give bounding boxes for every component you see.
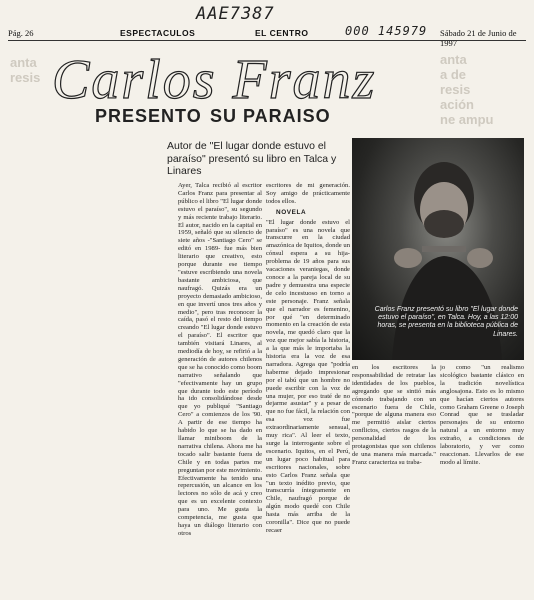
- author-photo: [352, 138, 524, 360]
- bleed-through-left: [10, 55, 48, 85]
- bleed-text: ación: [440, 97, 474, 112]
- section-heading: NOVELA: [276, 208, 307, 216]
- article-text: en los escritores la responsabilidad de retratar las identidades de los pueblos, agregando que se sintió más cómodo trabajando con un escenario fuera de Chile, "porque de alguna manera eso me permitió aislar ciertos conflictos, ciertos rasgos de la personalidad de los protagonistas que son chilenos de una manera más marcada." Franz caracteriza su traba-: [352, 364, 436, 466]
- headline-word-paraiso: SU PARAISO: [210, 106, 331, 126]
- bleed-text: resis: [10, 70, 41, 85]
- photo-caption: Carlos Franz presentó su libro "El lugar donde estuvo el paraíso", en Talca. Hoy, a las 12:00 horas, se presenta en la biblioteca pública de Linares.: [374, 306, 518, 338]
- headline-word-presento: PRESENTO: [95, 106, 202, 126]
- handwritten-catalog-code: AAE7387: [196, 4, 275, 24]
- bleed-text: ne ampu: [440, 112, 494, 127]
- issue-date: Sábado 21 de Junio de 1997: [440, 28, 517, 48]
- article-text: "El lugar donde estuvo el paraíso" es una novela que transcurre en la ciudad amazónica de Iquitos, donde un cónsul espera a su hija-problema de 19 años para sus vacaciones veraniegas, donde conoce a la pareja local de su padre y demuestra una especie de celo incestuoso en torno a este personaje. Franz señala que el narrador es femenino, por qué "en determinado momento en la creación de esta novela, me quedó claro que la voz que mejor sabía la historia, a la que más le importaba la historia era la voz de esa narradora. Agrega que "podría haberme dejado impresionar por el tabú que un hombre no puede escribir con la voz de una mujer, por eso traté de no dejarme asustar" y a pesar de que no fue fácil, la relación con esa voz fue extraordinariamente sensual, muy rica". Al leer el texto, surge la interrogante sobre el escenario. Iquitos, en el Perú, un lugar poco habitual para escritores nacionales, sobre esto Carlos Franz señala que "un texto inédito previo, que transcurría íntegramente en Chile, naufragó porque de algún modo quedé con Chile hasta más arriba de la coronilla". Dice que no puede recaer: [266, 218, 350, 534]
- header-rule: [8, 40, 526, 41]
- article-text: escritores de mi generación. Soy amigo de prácticamente todos ellos.: [266, 182, 350, 205]
- bleed-text: resis: [440, 82, 471, 97]
- section-name: ESPECTACULOS: [120, 28, 196, 38]
- article-text: jo como "un realismo sicológico bastante clásico en la tradición novelística anglosajona. Esto es lo mismo que hacían ciertos autores como Graham Greene o Joseph Conrad que se trasladar personajes de su entorno natural a un entorno muy extraño, a condiciones de laboratorio, y ver como reaccionan. Llevarlos de ese modo al límite.: [440, 364, 524, 466]
- bleed-text: anta: [10, 55, 37, 70]
- article-column-2: [266, 182, 350, 596]
- page-number: Pág. 26: [8, 28, 34, 38]
- bleed-text: a de: [440, 67, 467, 82]
- article-text: Ayer, Talca recibió al escritor Carlos Franz para presentar al público el libro "El lugar donde estuvo el paraíso", su segundo y más reciente trabajo literario. El autor, nacido en la capital en 1959, señaló que su silencio de siete años -"Santiago Cero" se editó en 1989- fue más bien literario que creativo, esto porque durante ese tiempo "estuve escribiendo una novela bastante ambiciosa, que naufragó. Quizás era un proyecto demasiado ambicioso, en que invertí unos tres años y medio", pero tras reconocer la caída, pasó el resto del tiempo creando "El lugar donde estuvo el paraíso". El escritor que también visitará Linares, al mediodía de hoy, se refirió a la generación de autores chilenos que se ha conocido como boom narrativo señalando que "efectivamente hay un grupo que durante todo este período ha ido consolidándose desde que yo publiqué "Santiago Cero" a comienzos de los '90. A partir de ese tiempo ha habido lo que se ha dado en llamar miniboom de la narrativa chilena. Ahora me ha tocado salir bastante fuera de Chile y en todas partes me preguntan por este movimiento. Efectivamente ha tenido una repercusión, un alcance en los lectores no sólo de acá y creo que es un excelente contexto para uno. Me gusta la competencia, me gusta que haya un diálogo literario con otros: [178, 182, 262, 537]
- article-column-4: [440, 364, 524, 596]
- bleed-text: anta: [440, 52, 467, 67]
- headline-author-name: Carlos Franz: [52, 49, 377, 111]
- bleed-through-area: [440, 52, 530, 127]
- newspaper-name: EL CENTRO: [255, 28, 309, 38]
- article-column-1: [178, 182, 262, 596]
- deck-subtitle: Autor de "El lugar donde estuvo el paraíso" presentó su libro en Talca y Linares: [167, 140, 337, 177]
- article-column-3: [352, 364, 436, 596]
- handwritten-record-number: 000 145979: [345, 24, 428, 38]
